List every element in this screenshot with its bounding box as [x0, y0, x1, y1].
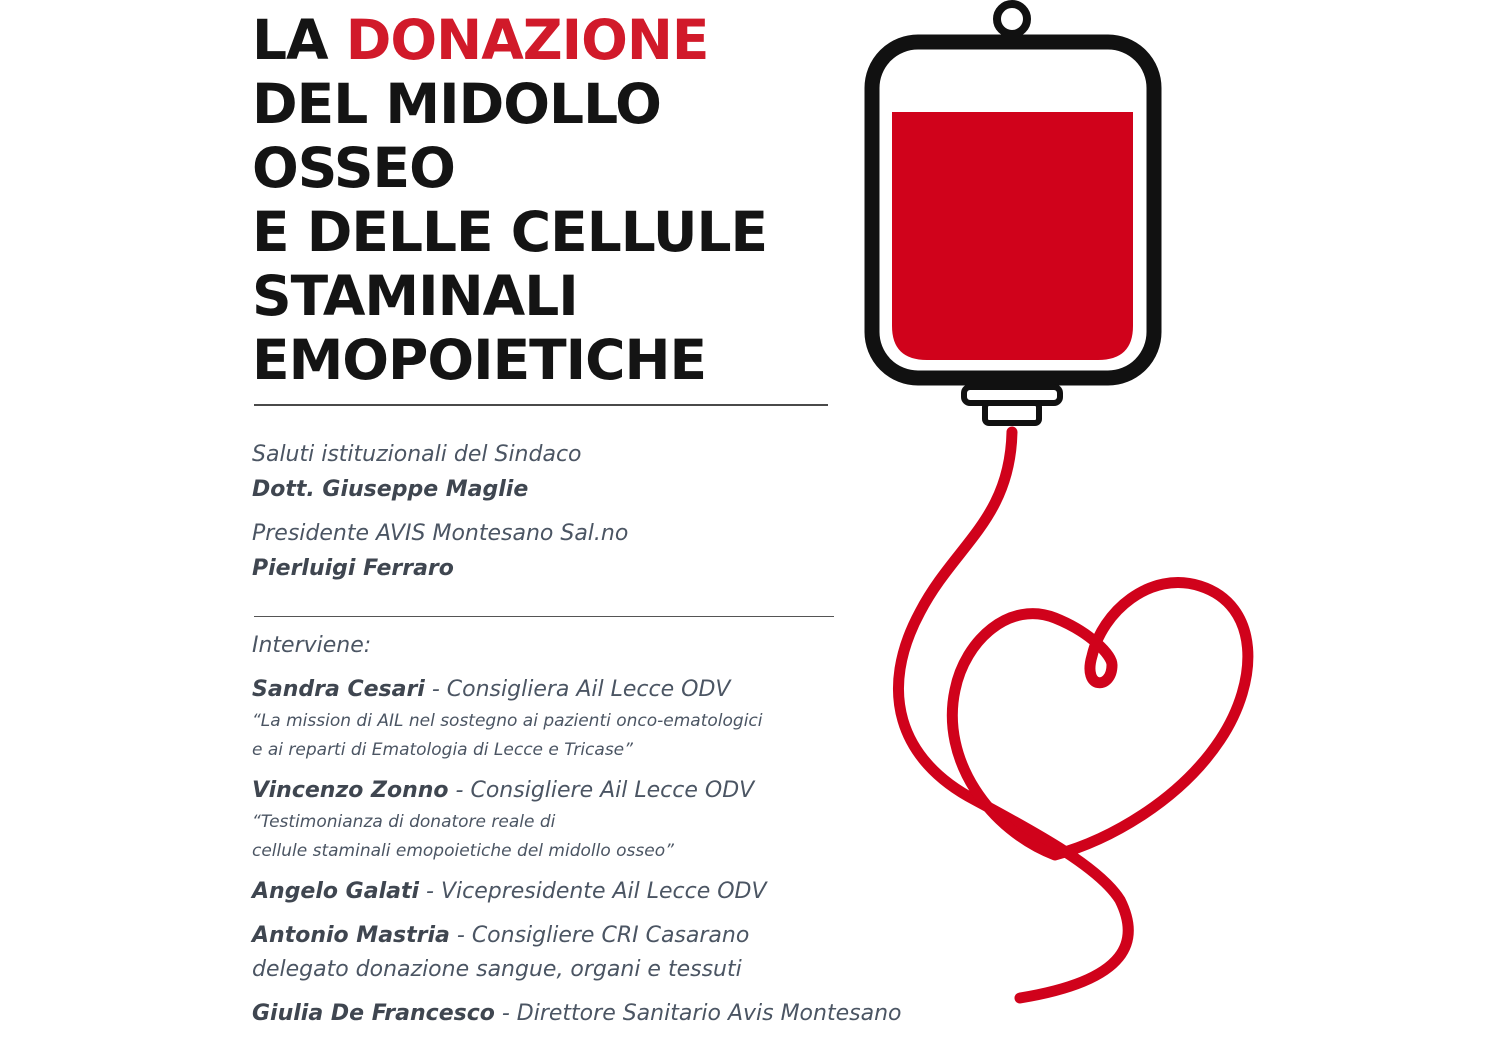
speaker-5: [252, 1001, 901, 1026]
speaker-role: - Direttore Sanitario Avis Montesano: [494, 1001, 902, 1026]
title-line-2: DEL MIDOLLO: [252, 72, 661, 136]
divider-middle: [254, 616, 834, 617]
speaker-name: Giulia De Francesco: [252, 1001, 495, 1026]
title-prefix: LA: [252, 8, 346, 72]
speaker-name: Vincenzo Zonno: [252, 778, 449, 803]
title-line-5: STAMINALI: [252, 264, 578, 328]
divider-top: [254, 404, 828, 406]
speaker-role: - Consigliera Ail Lecce ODV: [424, 677, 731, 702]
speaker-1-quote-line-2: e ai reparti di Ematologia di Lecce e Tricase”: [252, 740, 633, 760]
speaker-name: Angelo Galati: [252, 879, 420, 904]
title-highlight: DONAZIONE: [345, 8, 709, 72]
greeting-name-2: Pierluigi Ferraro: [252, 556, 454, 581]
speaker-role: - Consigliere Ail Lecce ODV: [448, 778, 755, 803]
title-line-4: E DELLE CELLULE: [252, 200, 768, 264]
blood-donation-illustration: [850, 0, 1270, 1040]
speaker-1-quote-line-1: “La mission di AIL nel sostegno ai pazienti onco-ematologici: [252, 711, 763, 731]
greeting-role-2: Presidente AVIS Montesano Sal.no: [252, 521, 629, 546]
speaker-2: [252, 778, 754, 803]
heart-tube-icon: [898, 432, 1128, 998]
speaker-2-quote-line-1: “Testimonianza di donatore reale di: [252, 812, 556, 832]
speaker-3: [252, 879, 767, 904]
speaker-name: Sandra Cesari: [252, 677, 425, 702]
heart-loop-icon: [952, 583, 1248, 855]
blood-bag-icon: [872, 4, 1154, 423]
title-line-3: OSSEO: [252, 136, 455, 200]
speaker-1: [252, 677, 730, 702]
title-line-6: EMOPOIETICHE: [252, 328, 707, 392]
speaker-name: Antonio Mastria: [252, 923, 450, 948]
greeting-name-1: Dott. Giuseppe Maglie: [252, 477, 529, 502]
speaker-4: [252, 923, 749, 948]
greeting-role-1: Saluti istituzionali del Sindaco: [252, 442, 582, 467]
speakers-heading: Interviene:: [252, 633, 372, 658]
title-line-1: [252, 8, 767, 72]
speaker-role: - Vicepresidente Ail Lecce ODV: [419, 879, 767, 904]
speaker-2-quote-line-2: cellule staminali emopoietiche del midollo osseo”: [252, 841, 674, 861]
speaker-role: - Consigliere CRI Casarano: [449, 923, 750, 948]
speaker-4-role-line-2: delegato donazione sangue, organi e tessuti: [252, 957, 742, 982]
page-title: [252, 8, 767, 392]
